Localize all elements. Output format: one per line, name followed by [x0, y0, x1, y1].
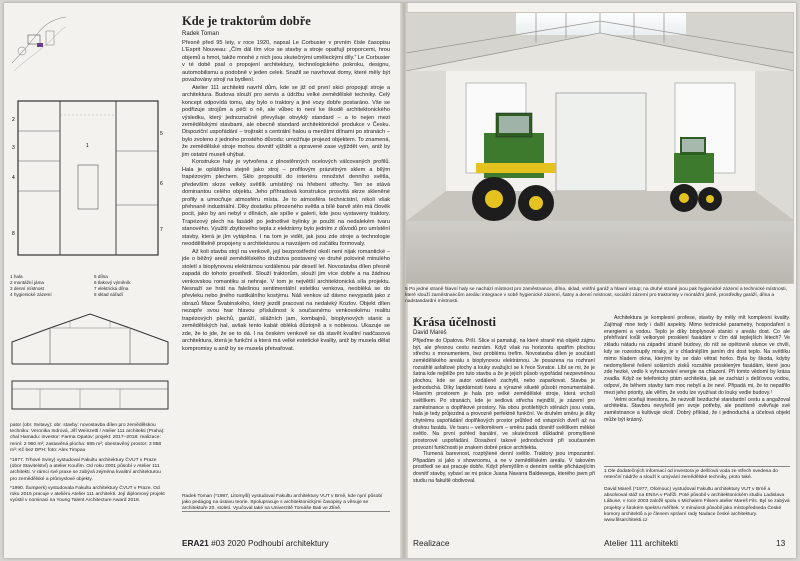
svg-text:2: 2 [12, 117, 15, 123]
photo-caption: 5 Po jedné straně hlavní haly se nachází místnost pro zaměstnance, dílna, sklad, vnitřní garáž a hlavní vstup; na druhé straně jsou pak hygienické zázemí a technické místnosti, které slouží zaměstnancům areálu: integrace v sobě hygienické zázemí, šatny a denní místnost, sociální zázemí pro traktoristy v montážní jámě, prostředky garáží, dílna a nadstandardní místnosti. [405, 287, 787, 305]
article-paragraph: Konstrukce haly je vytvořena z plnostěnných ocelových válcovaných profilů. Hala je opláštěna stejně jako stroj – profilovým prázvitným sklem a bílým trapézovým plechem. Sklo propouští do interiéru množství denního světla, především skrze velkéy světlík umístěný na hřebeni střechy. Ten se stává dominantou celého objektu. Jeho příhradová konstrukce prosvítá skrze skleněné profily a umocňuje atmosféru místa. Je to atmosféra technicistní, nikoli však přehnaně industriální. Díky dostatku přirozeného světla a bílé barvě stěn má člověk pocit, jako by ani nebyl v dílnách, ale spíše v galerii, kde jsou vystaveny traktory. Trapézový plech na fasádě po jednotlivé bylinky je použit na nedalekém tvaru stanového. Využití zbytkového tepla z elektrárny bylo jedním z důvodů pro umístění stavby, která je jím vytápěna. I na tom je vidět, jak jsou zde stroje a technologie neoddělitelně propojeny s architekturou a navzájem od začátku formovaly. [182, 159, 390, 248]
svg-text:4: 4 [12, 175, 15, 181]
legend-item: 6 tlakový výměník [94, 280, 131, 285]
right-article-title: Krása účelnosti [413, 315, 496, 329]
issue-info: #03 2020 Podhoubí architektury [211, 538, 329, 548]
article-paragraph: Až koli stavba stojí na venkově, její bezprostřední okolí není nijak romantické – jde o běžný areál zemědělského družstva postavený ve druhé polovině minulého století s bioplynovou elektrárnou vzdálenou pár desetí let. Novostavba dílen přesně zapadá do tohoto prostředí. Slouží traktorům, slouží jim více dobře a na žádnou venkovskou romantiku si nehraje. V tom je největší architektonická síla projektu. Nesnaží se hrát na falešnou sentimentální estetiku venkova, neobléká se do převleku nebo jiného rustikálního kostýmu. Náš venkov už dávno nevypadá jako z obrazů Maxe Švabinského, který jezdil pracovat na nedaleký Kozlov. Objekt dílen nezapře svou tvar hlavou příslušnost k současnému venkovskému realitu trapézových plechů, garáží, silážních jam, kombajnů, bioplynových stanic a zemědělských hal, avšak tento kabát obléká důstojně a s noblesou. Ukazuje se zde, že to jde, že se to dá. I na českém venkově se dá stavět kvalitní nadčasová architektura, která je funkční a která má velké estetické kvality, aniž by musela dělat kompromisy a aniž by se musela přetvařovat. [182, 248, 390, 352]
legend-item: 4 hygienické zázemí [10, 292, 52, 297]
legend-item: 1 hala [10, 274, 23, 279]
floor-plan-drawing [10, 95, 172, 265]
article-title: Kde je traktorům dobře [182, 14, 311, 28]
article-paragraph: Atelier 111 architekti navrhl dům, kde se již od první skici propojují stroje a architektura. Budova slouží pro servis a údržbu velké zemědělské techniky. Celý koncept odpovídá tomu, aby bylo o traktory a jiné vozy dobře postaráno. Vše se podřizuje strojům a péči o ně, ale vůbec to není ke škodě architektonického výsledku, který jednoznačně převyšuje obvyklý standard – a to nejen mezi zemědělskými stavbami, ale obecně standard architektonické produkce v Česku. Dispoziční uspořádání – trojtrakt s centrální halou a menšími dílnami po stranách – bylo zvoleno z jednoho prostého důvodu: umožňuje projezd objektem. To znamená, že zemědělské stroje mohou dovnitř vjíždět a opravené zase vyjíždět ven, aniž by jim ostatní museli uhýbat. [182, 84, 390, 158]
footnote-divider [604, 466, 790, 467]
right-article-author: David Mareš [413, 330, 447, 336]
architect-bio: *1977. Trhové Sviny) vystudoval Fakultu architektury ČVUT v Praze (obor Stavitelství) a atelier Kouřim. Od roku 2001 působí v Atelier 111 architekti. V rámci své praxe se zabývá zejména kvalitní architekturou pro zemědělské a průmyslové objekty. [10, 458, 161, 482]
svg-text:6: 6 [160, 181, 163, 187]
right-footer-architect: Atelier 111 architekti [604, 538, 678, 548]
left-footer [182, 538, 329, 548]
magazine-name: ERA21 [182, 538, 209, 548]
page-number: 13 [776, 538, 786, 548]
long-section-drawing [10, 373, 170, 413]
legend-item: 2 montážní jáma [10, 280, 44, 285]
article-body [182, 40, 390, 353]
svg-text:1: 1 [86, 143, 89, 149]
magazine-spread [4, 3, 796, 558]
article-paragraph: Přijeďme do Opatova. Prší. Slice si pamatuji, na které straně má objekt zájmu být, ale přesnou cestu neznám. Když však na horizontu spatřím plochou střechu s monumentem, bez problému trefím. Novostavba dílen je součástí zemědělského areálu s bioplynovou elektrárnou. Je posazena na rozhraní rozsáhlé asfaltové plochy a louky svažující se k řece Svratce. Líbí se mi, že je šatna kde nejblíže pro tuto stavbu a že je jejich působ vypořádat nezpevněnou plochou, kde se autor vzdáleně zachytit, nebo zaparkovat. Stavba je jednoduchá. Díky lapidárnosti tvaru a výrazné siluetě působí monumentálně. Hlavním prostorem je hala pro velké zemědělské stroje, která vrcholí světlíkem. Po stranách, kde je sedlová střecha nejnižší, je zázemí pro zaměstnance a doplňkové prostory. Na obou protilehlých stěnách jsou vrata, hala je tedy průjezdná a provozně perfektně funkční. Ve druhém směru je díky chytrému uspořádání doplňkových prostor průhled od vstupních dveří až na druhou fasádu. Ve tvaru – velkoměrem – směru padá dovnitř světlíkem měkké světlo. Na první pohled banální, ve skutečnosti důkladně promyšlené prostorové uspořádání. Dosažení takové jednoduchosti při současném provozní funkčnosti je znakem dobré práce architekta. [413, 338, 595, 451]
site-plan-drawing [10, 13, 68, 73]
article-author: Radek Toman [182, 31, 219, 37]
right-article-col2 [604, 315, 790, 424]
article-intro: Přesně před 95 lety, v roce 1920, napsal Le Corbusier v prvním čísle časopisu L’Esprit Nouveau: „Čím dál tím více se stavby a stroje opatřují proporcemi, hrou objemů a hmot, takže mnohé z nich jsou skutečnými uměleckými díly.“ Le Corbusier v té době psal o propojení architektury, technologického pokroku, designu, automobilismu a podobně v jeden celek. Snažil se navrhovat domy, které měly být považovány strojí na bydlení. [182, 40, 390, 84]
hall-photo [405, 12, 794, 284]
svg-text:7: 7 [160, 227, 163, 233]
article-paragraph: Tlumená barevnost, rozptýlené denní světlo. Traktory jsou impozantní. Připadám si jako v showroomu, a ne v zemědělském areálu. V takovém prostředí se asi pracuje dobře. Když přemýšlím o denním světle přicházejícím dovnitř stavby, vybaví se mi práce Juana Navarra Baldewega, kterého jsem při studiu na fakultě obdivoval. [413, 451, 595, 484]
svg-text:3: 3 [12, 145, 15, 151]
legend-item: 8 sklad nářadí [94, 292, 123, 297]
article-paragraph: Architektura je komplexní profese, stavby by měly mít komplexní kvality. Zajímají mne tedy i další aspekty. Mimo technické parametry, hospodaření s energiemi a vodou. Teplo je díky bioplynové stanici v areálu dost. Co ale přehřívání kvůli velkorysé prosklení fasádám v čím dál teplejších létech? Ve zkladu nátadu na západní straně budovy, do níž se opětovně slunce ve chvíli, kdy se rozestoupily mraky, je v chladnějším jarním dni dost teplo. Na světlíku mimo hladem okna, kterými by se dalo větrat horko. Byla by škoda, kdyby nedomyšlené řešení solárních zisků rozsáhle proskleným fasádám, které jsou zde hezké, vedlo k vyhrazování energie na chlazení. Při tomto vědomí by krása zvadla. Když se telefonicky ptám architekta, jak se zachází s dešťovou vodou, odpoví, že během stavby tam moc nebyli a že neví. Připadá mi, že to nepatřilo mezi jeho priority, ale věřím, že vodu lze využívat do louky vedle budovy.¹ [604, 315, 790, 396]
author-bio: Radek Toman (*1987, Litomyšl) vystudoval Fakultu architektury VUT v Brně, kde nyní působí jako pedagog na ústavu teorie. Spolupracuje s architektonickými časopisy a věnuje se architektuře 20. století. Vyučoval také na Univerzitě Tomáše Bati ve Zlíně. [182, 494, 383, 512]
cross-section-drawing [10, 308, 170, 368]
legend-item: 3 denní místnost [10, 286, 44, 291]
left-page [4, 3, 400, 558]
project-credits: pator (obr. Svitavy): obr. stavby: novostavba dílen pro zemědělskou techniku: Veronika Indrová, Jiří Weinzettl / Atelier 111 architekti (Praha): chal Hamadu: investor: Farma Opatov: projekt: 2017–2018: realizace: renní: 2 960 m²; zastavěná plocha: 685 m²; obestavěný prostor: 3 858 m³: Kč bez DPH: foto: Alex Timpau [10, 423, 165, 453]
footnote: 1 Dle dodatečných informací od investora je dešťová voda ze střech svedena do retenční nádrže a slouží k umývání zemědělské techniky, proto také. [604, 469, 778, 481]
project-info [10, 423, 168, 504]
right-footer-section: Realizace [413, 538, 450, 548]
svg-text:8: 8 [12, 231, 15, 237]
author-bio: David Mareš (*1977, Olomouc) vystudoval Fakultu architektury VUT v Brně a absolvoval stáž na ENSA v Paříži. Poté působil v architektonickém studiu Ladislava Lábuse, v roce 2003 založil spolu s Michalem Filsem atelier Mareš Fils. Byl se zabývá projekty v širokém spektru měřítek. V minulosti působil jako místopředseda České komory architektů a je členem správní rady Nadace české architektury. www.filsarchitekti.cz [604, 487, 790, 524]
svg-text:5: 5 [160, 131, 163, 137]
article-paragraph: Velmi oceňuji investora, že nezvolil bezduché standardní cestu a angažoval architekta. Stavbou nevyřešil jen svoje potřeby, ale pozitivně ovlivňuje své zaměstnance a kultivuje okolí. Dobrý příklad, že i jednoduchá a účelová objekt může být krásný. [604, 396, 790, 423]
right-article-col1 [413, 338, 595, 484]
architect-bio-2: *1990. Šumperk) vystudovala Fakultu architektury ČVUT v Praze. Od roku 2015 pracuje v ateliéru Atelier 111 architekti. Její diplomový projekt vyústil v nominaci na Young Talent Architecture Award 2018. [10, 485, 165, 504]
legend-item: 5 dílna [94, 274, 108, 279]
legend-item: 7 elektrická dílna [94, 286, 129, 291]
